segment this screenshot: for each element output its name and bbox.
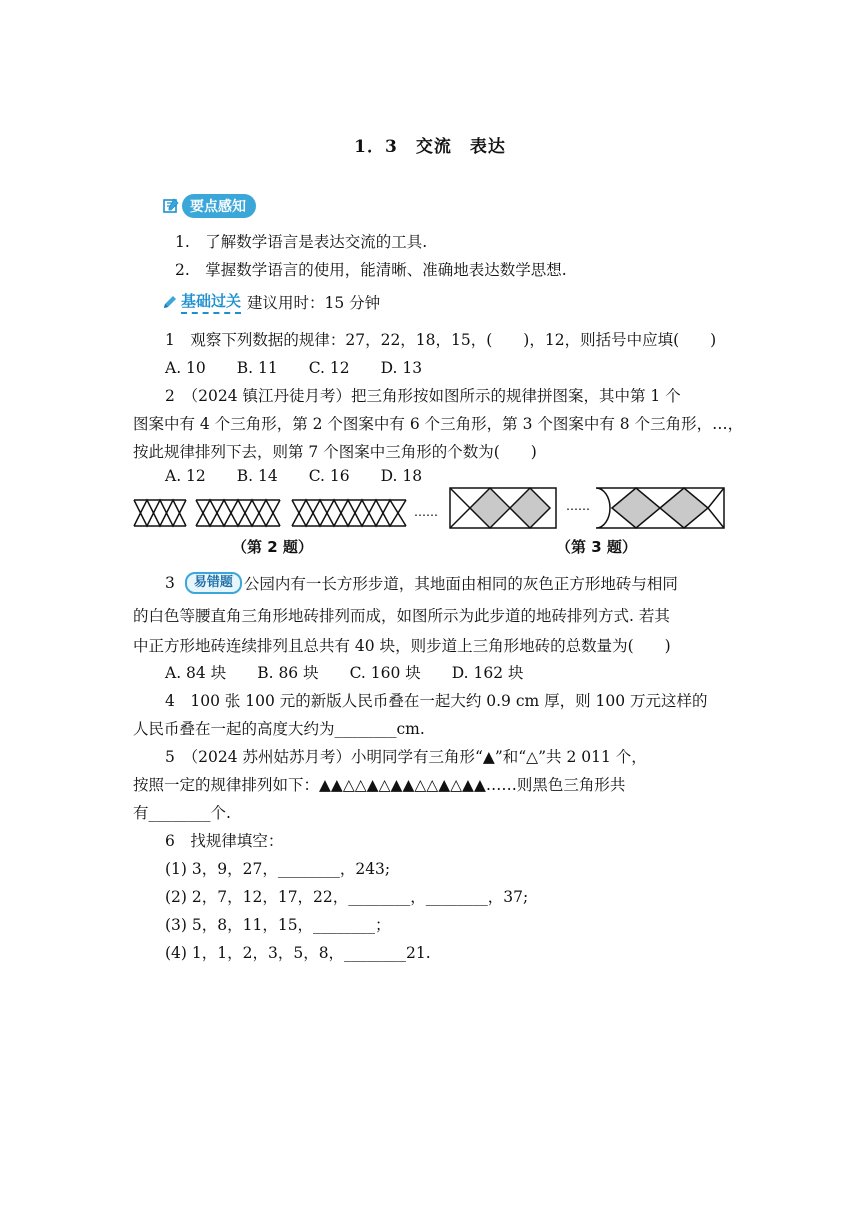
q3-line-3: 中正方形地砖连续排列且总共有 40 块，则步道上三角形地砖的总数量为( ) xyxy=(133,637,671,655)
q1-stem: 1 观察下列数据的规律：27，22，18，15，( )，12，则括号中应填( ) xyxy=(165,331,717,349)
figure-q2-pattern-1 xyxy=(134,500,186,526)
q5-line-1: 5 （2024 苏州姑苏月考）小明同学有三角形“▲”和“△”共 2 011 个， xyxy=(165,748,647,766)
figure-caption-q2: （第 2 题） xyxy=(232,538,313,556)
q6-item-4: (4) 1，1，2，3，5，8，________21. xyxy=(165,944,431,962)
suggested-time: 建议用时：15 分钟 xyxy=(247,294,381,312)
q2-line-2: 图案中有 4 个三角形，第 2 个图案中有 6 个三角形，第 3 个图案中有 8 个三角形，…， xyxy=(133,415,744,433)
key-point-2: 2. 掌握数学语言的使用，能清晰、准确地表达数学思想. xyxy=(175,261,567,279)
key-point-1: 1. 了解数学语言是表达交流的工具. xyxy=(175,233,428,251)
figure-q2-pattern-2 xyxy=(196,500,280,526)
q3-line-2: 的白色等腰直角三角形地砖排列而成，如图所示为此步道的地砖排列方式. 若其 xyxy=(133,607,670,625)
q4-line-1: 4 100 张 100 元的新版人民币叠在一起大约 0.9 cm 厚，则 100 万元这样的 xyxy=(165,692,708,710)
q6-stem: 6 找规律填空： xyxy=(165,832,284,850)
figure-q3-right xyxy=(596,488,724,528)
q4-line-2: 人民币叠在一起的高度大约为________cm. xyxy=(133,720,425,738)
q3-options: A. 84 块 B. 86 块 C. 160 块 D. 162 块 xyxy=(165,664,524,682)
q6-item-3: (3) 5，8，11，15，________； xyxy=(165,916,391,934)
q3-line-1-text: 公园内有一长方形步道，其地面由相同的灰色正方形地砖与相同 xyxy=(243,575,678,593)
q5-line-2: 按照一定的规律排列如下：▲▲△△▲△▲▲△△▲△▲▲……则黑色三角形共 xyxy=(133,776,626,794)
q3-number: 3 xyxy=(165,574,175,592)
section-basics xyxy=(162,290,380,314)
figure-q2-pattern-3 xyxy=(292,500,406,526)
figure-caption-q3: （第 3 题） xyxy=(556,538,637,556)
figure-q2-dots: …… xyxy=(414,505,438,519)
figure-q3-dots: …… xyxy=(566,499,590,513)
q6-item-1: (1) 3，9，27，________，243; xyxy=(165,860,391,878)
q3-line-1 xyxy=(165,572,678,594)
q2-line-3: 按此规律排列下去，则第 7 个图案中三角形的个数为( ) xyxy=(133,443,537,461)
figure-q3-left xyxy=(450,488,556,528)
q2-options: A. 12 B. 14 C. 16 D. 18 xyxy=(165,467,423,485)
book-icon xyxy=(162,197,180,215)
q2-line-1: 2 （2024 镇江丹徒月考）把三角形按如图所示的规律拼图案，其中第 1 个 xyxy=(165,387,681,405)
section-key-points xyxy=(162,194,256,218)
q1-options: A. 10 B. 11 C. 12 D. 13 xyxy=(165,359,423,377)
q5-line-3: 有________个. xyxy=(133,804,231,822)
page-title: 1．3 交流 表达 xyxy=(354,137,506,157)
figures-q2-q3 xyxy=(128,486,738,532)
section-basics-label: 基础过关 xyxy=(181,290,241,314)
error-prone-tag: 易错题 xyxy=(185,572,242,594)
q6-item-2: (2) 2，7，12，17，22，________，________，37; xyxy=(165,888,529,906)
section-key-points-label: 要点感知 xyxy=(182,194,256,218)
pencil-icon xyxy=(162,294,178,310)
